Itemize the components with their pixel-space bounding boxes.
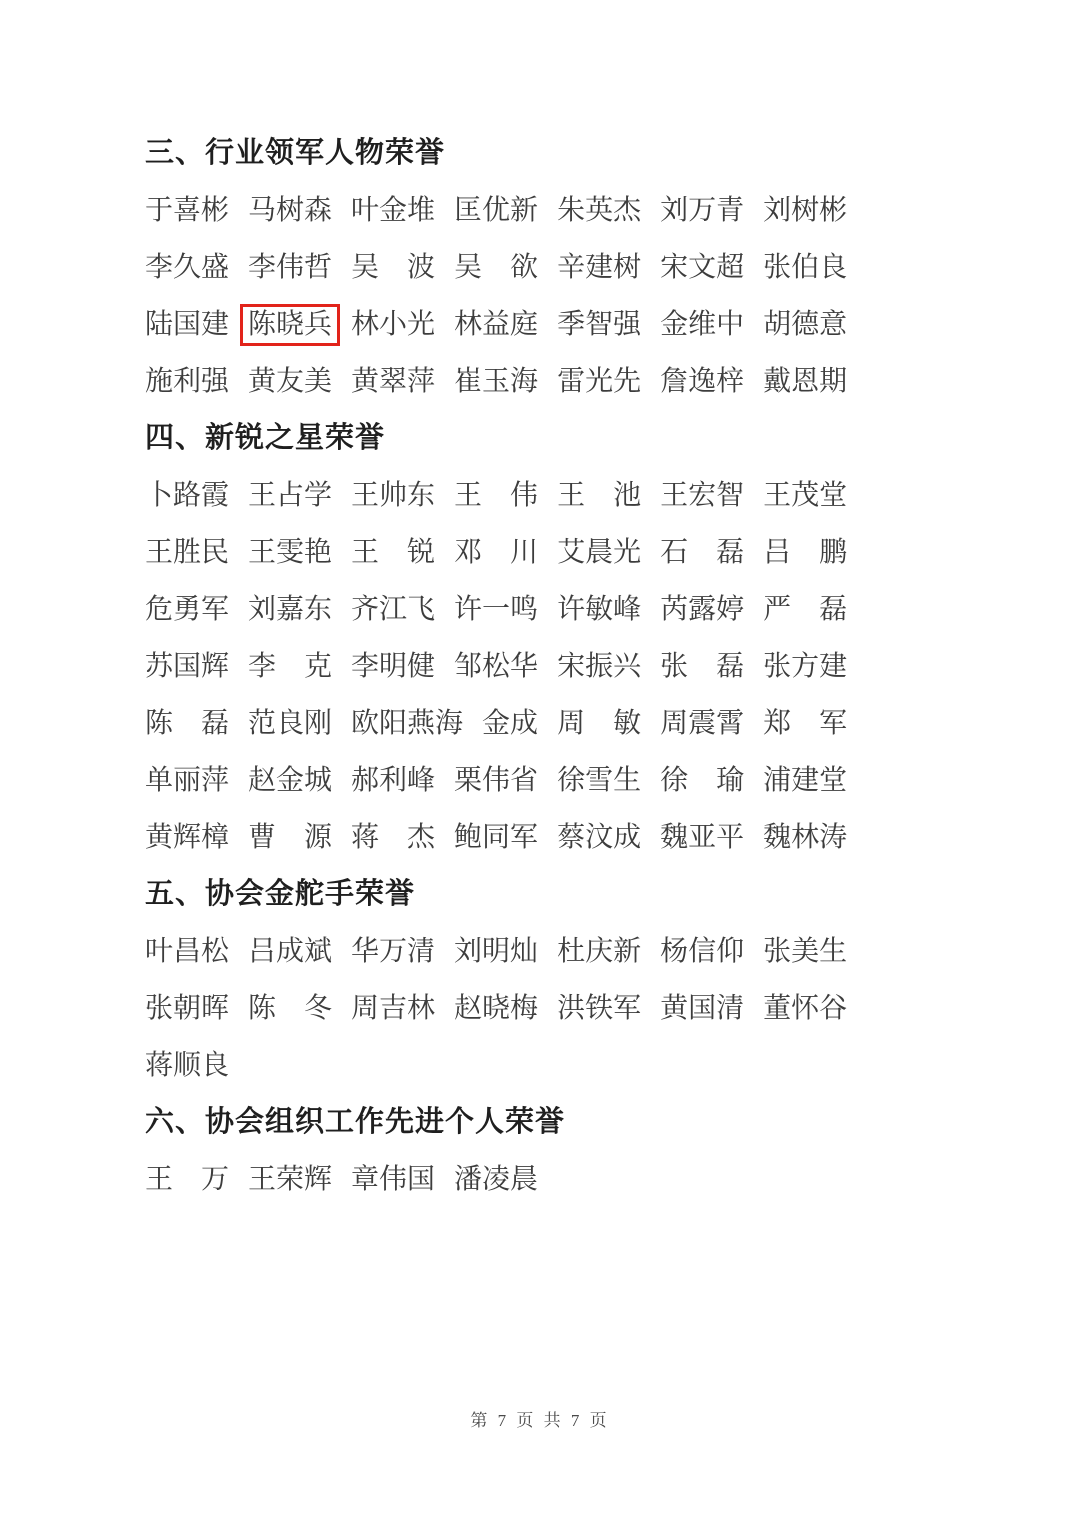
person-name: 卜路霞 (145, 480, 230, 511)
person-name: 叶昌松 (145, 936, 230, 967)
person-name: 李伟哲 (248, 252, 333, 283)
person-name: 王占学 (248, 480, 333, 511)
section-heading: 五、协会金舵手荣誉 (145, 878, 416, 910)
person-name: 宋振兴 (557, 651, 642, 682)
person-name: 李久盛 (145, 252, 230, 283)
person-name: 芮露婷 (660, 594, 745, 625)
person-name: 辛建树 (557, 252, 642, 283)
person-name: 蒋顺良 (145, 1050, 230, 1081)
person-name: 匡优新 (454, 195, 539, 226)
name-row (145, 695, 847, 752)
page-number: 第 7 页 共 7 页 (470, 1411, 610, 1430)
person-name: 金成 (482, 708, 539, 739)
person-name: 刘明灿 (454, 936, 539, 967)
person-name: 郝利峰 (351, 765, 436, 796)
person-name: 吕成斌 (248, 936, 333, 967)
person-name: 詹逸梓 (660, 366, 745, 397)
person-name: 单丽萍 (145, 765, 230, 796)
person-name: 林益庭 (454, 309, 539, 340)
person-name: 徐 瑜 (660, 765, 745, 796)
person-name: 蒋 杰 (351, 822, 436, 853)
person-name: 曹 源 (248, 822, 333, 853)
person-name: 董怀谷 (763, 993, 848, 1024)
person-name: 周 敏 (557, 708, 642, 739)
person-name: 黄辉樟 (145, 822, 230, 853)
person-name: 刘嘉东 (248, 594, 333, 625)
person-name: 鲍同军 (454, 822, 539, 853)
person-name: 魏亚平 (660, 822, 745, 853)
person-name: 胡德意 (763, 309, 848, 340)
person-name: 吕 鹏 (763, 537, 848, 568)
person-name: 戴恩期 (763, 366, 848, 397)
person-name: 杜庆新 (557, 936, 642, 967)
person-name: 叶金堆 (351, 195, 436, 226)
person-name: 宋文超 (660, 252, 745, 283)
person-name: 范良刚 (248, 708, 333, 739)
person-name: 周震霄 (660, 708, 745, 739)
name-row (145, 1037, 847, 1094)
person-name: 邓 川 (454, 537, 539, 568)
person-name: 刘树彬 (763, 195, 848, 226)
person-name: 黄国清 (660, 993, 745, 1024)
person-name: 季智强 (557, 309, 642, 340)
person-name: 王宏智 (660, 480, 745, 511)
person-name: 吴 欲 (454, 252, 539, 283)
person-name: 张 磊 (660, 651, 745, 682)
person-name: 李 克 (248, 651, 333, 682)
person-name: 蔡汶成 (557, 822, 642, 853)
person-name: 许一鸣 (454, 594, 539, 625)
person-name: 章伟国 (351, 1164, 436, 1195)
person-name: 王 锐 (351, 537, 436, 568)
name-row (145, 182, 847, 239)
name-row (145, 809, 847, 866)
person-name: 马树森 (248, 195, 333, 226)
person-name: 邹松华 (454, 651, 539, 682)
person-name: 王 池 (557, 480, 642, 511)
person-name: 张美生 (763, 936, 848, 967)
name-row (145, 581, 847, 638)
person-name: 艾晨光 (557, 537, 642, 568)
name-row (145, 638, 847, 695)
honor-name-list (145, 125, 847, 1208)
person-name: 徐雪生 (557, 765, 642, 796)
name-row (145, 353, 847, 410)
person-name: 雷光先 (557, 366, 642, 397)
person-name: 魏林涛 (763, 822, 848, 853)
section-heading: 四、新锐之星荣誉 (145, 422, 386, 454)
person-name: 栗伟省 (454, 765, 539, 796)
highlighted-person-name: 陈晓兵 (240, 304, 340, 346)
person-name: 洪铁军 (557, 993, 642, 1024)
person-name: 黄翠萍 (351, 366, 436, 397)
person-name: 华万清 (351, 936, 436, 967)
person-name: 王帅东 (351, 480, 436, 511)
name-row (145, 923, 847, 980)
person-name: 齐江飞 (351, 594, 436, 625)
person-name: 周吉林 (351, 993, 436, 1024)
person-name: 王 万 (145, 1164, 230, 1195)
person-name: 张朝晖 (145, 993, 230, 1024)
person-name: 刘万青 (660, 195, 745, 226)
person-name: 张伯良 (763, 252, 848, 283)
person-name: 苏国辉 (145, 651, 230, 682)
name-row (145, 1151, 847, 1208)
person-name: 赵晓梅 (454, 993, 539, 1024)
name-row (145, 524, 847, 581)
person-name: 陈 磊 (145, 708, 230, 739)
person-name: 于喜彬 (145, 195, 230, 226)
section-heading: 六、协会组织工作先进个人荣誉 (145, 1106, 566, 1138)
person-name: 朱英杰 (557, 195, 642, 226)
person-name: 潘凌晨 (454, 1164, 539, 1195)
name-row (145, 296, 847, 353)
person-name: 浦建堂 (763, 765, 848, 796)
person-name: 危勇军 (145, 594, 230, 625)
person-name: 王胜民 (145, 537, 230, 568)
person-name: 陈 冬 (248, 993, 333, 1024)
person-name: 欧阳燕海 (351, 708, 464, 739)
person-name: 黄友美 (248, 366, 333, 397)
person-name: 王 伟 (454, 480, 539, 511)
name-row (145, 980, 847, 1037)
person-name: 许敏峰 (557, 594, 642, 625)
person-name: 杨信仰 (660, 936, 745, 967)
person-name: 赵金城 (248, 765, 333, 796)
person-name: 金维中 (660, 309, 745, 340)
person-name: 王茂堂 (763, 480, 848, 511)
person-name: 施利强 (145, 366, 230, 397)
name-row (145, 752, 847, 809)
person-name: 严 磊 (763, 594, 848, 625)
person-name: 张方建 (763, 651, 848, 682)
section-heading: 三、行业领军人物荣誉 (145, 137, 446, 169)
person-name: 林小光 (351, 309, 436, 340)
person-name: 王荣辉 (248, 1164, 333, 1195)
person-name: 陆国建 (145, 309, 230, 340)
name-row (145, 239, 847, 296)
name-row (145, 467, 847, 524)
person-name: 郑 军 (763, 708, 848, 739)
person-name: 崔玉海 (454, 366, 539, 397)
person-name: 石 磊 (660, 537, 745, 568)
person-name: 李明健 (351, 651, 436, 682)
person-name: 王雯艳 (248, 537, 333, 568)
person-name: 吴 波 (351, 252, 436, 283)
